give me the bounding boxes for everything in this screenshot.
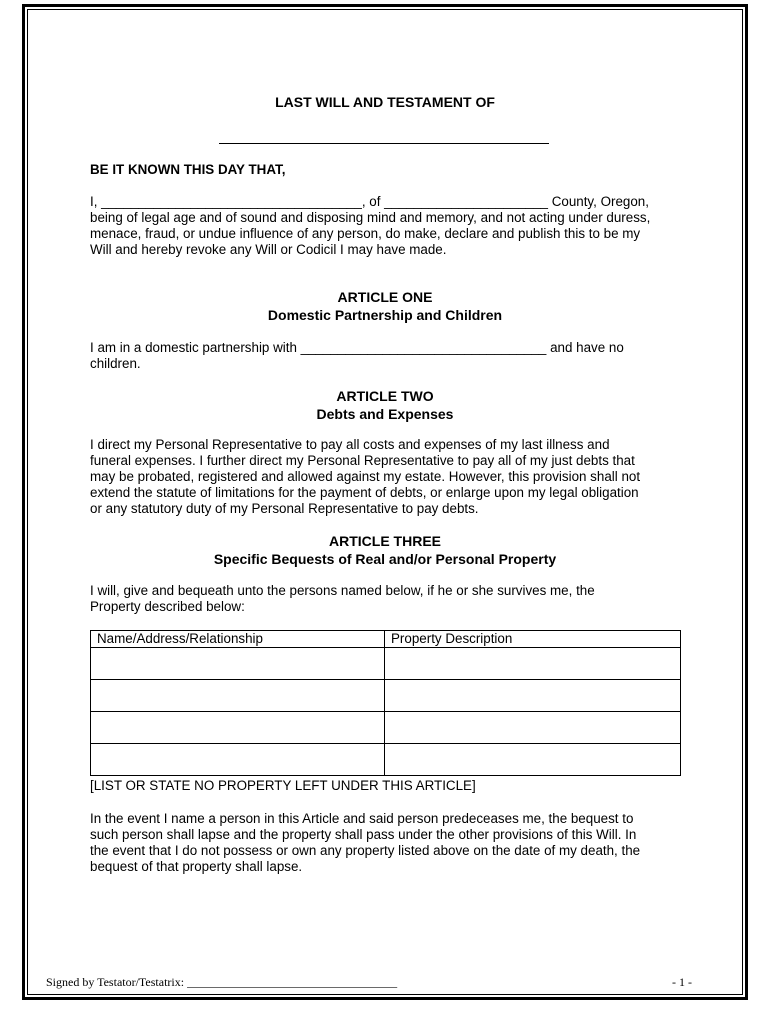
text-line: such person shall lapse and the property shall pass under the other provisions of this Will. In	[90, 827, 637, 842]
footer-signature-line: Signed by Testator/Testatrix: ___________________________________	[46, 975, 398, 989]
intro-heading: BE IT KNOWN THIS DAY THAT,	[90, 162, 286, 177]
table-cell[interactable]	[385, 648, 681, 680]
text-line: Will and hereby revoke any Will or Codicil I may have made.	[90, 242, 447, 257]
text-line: I, ___________________________________, of ______________________ County, Oregon,	[90, 194, 649, 209]
article-subtitle: Specific Bequests of Real and/or Personal Property	[213, 551, 557, 567]
testator-name-line	[219, 143, 549, 144]
lapse-paragraph	[90, 811, 690, 875]
text-line: In the event I name a person in this Article and said person predeceases me, the bequest to	[90, 811, 634, 826]
column-header-name: Name/Address/Relationship	[91, 631, 385, 648]
article-two-heading	[0, 387, 770, 423]
table-note: [LIST OR STATE NO PROPERTY LEFT UNDER THIS ARTICLE]	[90, 778, 476, 793]
article-one-heading	[0, 288, 770, 324]
article-three-text	[90, 583, 690, 615]
text-line: may be probated, registered and allowed against my estate. However, this provision shall not	[90, 469, 641, 484]
document-title: LAST WILL AND TESTAMENT OF	[275, 94, 495, 110]
article-subtitle: Domestic Partnership and Children	[267, 307, 503, 323]
article-three-heading	[0, 532, 770, 568]
article-title: ARTICLE THREE	[329, 533, 441, 549]
table-row	[91, 680, 681, 712]
bequests-table	[90, 630, 681, 776]
table-cell[interactable]	[91, 648, 385, 680]
intro-paragraph	[90, 194, 690, 258]
text-line: Property described below:	[90, 599, 245, 614]
article-title: ARTICLE TWO	[336, 388, 434, 404]
column-header-property: Property Description	[385, 631, 681, 648]
table-cell[interactable]	[385, 680, 681, 712]
table-row	[91, 712, 681, 744]
table-row	[91, 648, 681, 680]
text-line: children.	[90, 356, 141, 371]
text-line: the event that I do not possess or own any property listed above on the date of my death, the	[90, 843, 641, 858]
table-cell[interactable]	[91, 712, 385, 744]
text-line: bequest of that property shall lapse.	[90, 859, 303, 874]
table-cell[interactable]	[385, 712, 681, 744]
footer-page-number: - 1 -	[672, 975, 692, 989]
article-title: ARTICLE ONE	[337, 289, 433, 305]
text-line: funeral expenses. I further direct my Personal Representative to pay all of my just debts that	[90, 453, 635, 468]
text-line: extend the statute of limitations for the payment of debts, or enlarge upon my legal obligation	[90, 485, 639, 500]
table-cell[interactable]	[91, 680, 385, 712]
text-line: I will, give and bequeath unto the persons named below, if he or she survives me, the	[90, 583, 595, 598]
table-header-row	[91, 631, 681, 648]
text-line: being of legal age and of sound and disposing mind and memory, and not acting under duress,	[90, 210, 651, 225]
table-row	[91, 744, 681, 776]
article-one-text	[90, 340, 690, 372]
table-cell[interactable]	[385, 744, 681, 776]
text-line: I direct my Personal Representative to pay all costs and expenses of my last illness and	[90, 437, 610, 452]
text-line: I am in a domestic partnership with _________________________________ and have no	[90, 340, 624, 355]
text-line: menace, fraud, or undue influence of any person, do make, declare and publish this to be my	[90, 226, 641, 241]
text-line: or any statutory duty of my Personal Representative to pay debts.	[90, 501, 479, 516]
article-subtitle: Debts and Expenses	[316, 406, 454, 422]
article-two-text	[90, 437, 690, 517]
table-cell[interactable]	[91, 744, 385, 776]
